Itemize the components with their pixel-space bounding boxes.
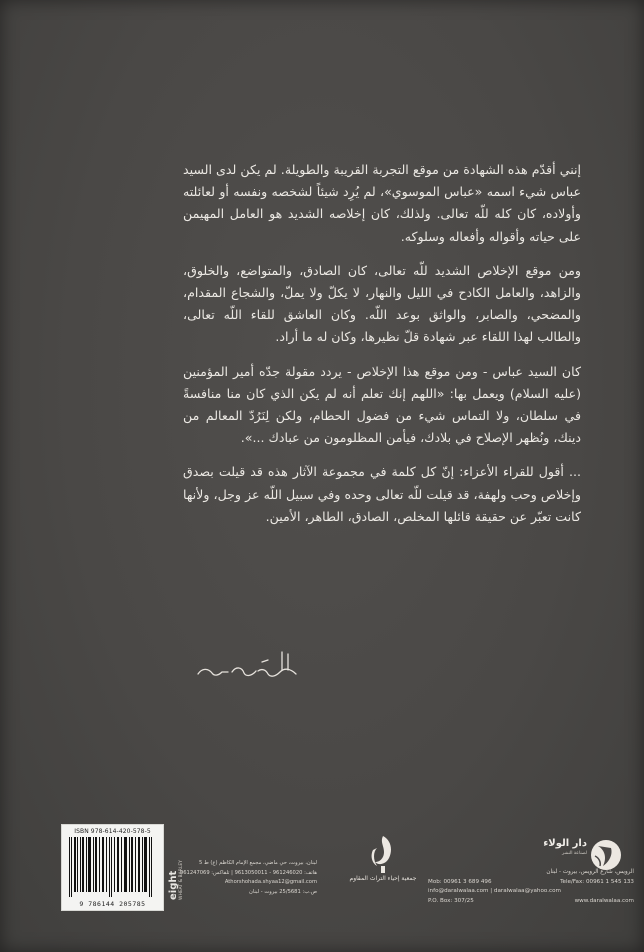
publisher-contact [428,868,634,906]
testimony-text [183,159,581,528]
signature [192,648,302,688]
isbn-barcode [61,824,164,911]
imprint-subtitle: WHEAT & BARLEY [179,860,184,900]
publisher-name: دار الولاء [543,838,587,849]
publisher-mobile: Mob: 00961 3 689 496 [428,878,492,885]
paragraph-3: كان السيد عباس - ومن موقع هذا الإخلاص - يردد مقولة جدّه أمير المؤمنين (عليه السلام) ويعمل بها: «اللهم إنك تعلم أنه لم يكن الذي كان منا منافسةً في سلطان، ولا التماس شيء من فضول الحطام، ولكن لِنَرُدّ المعالم من دينك، ونُظهر الإصلاح في بلادك، فيأمن المظلومون من عبادك ...». [183,363,581,446]
paragraph-2: ومن موقع الإخلاص الشديد للّه تعالى، كان الصادق، والمتواضع، والخلوق، والزاهد، والعامل الكادح في الليل والنهار، لا يكلّ ولا يملّ، والشجاع المقدام، والمضحي، والصابر، والواثق بوعد اللّه. وكان العاشق للقاء اللّه تعالى، والطالب لهذا اللقاء عبر شهادة قلّ نظيرها، وكان له ما أراد. [183,262,581,345]
publisher-email: info@daralwalaa.com | daralwalaa@yahoo.com [428,888,561,894]
isbn-label: ISBN 978-614-420-578-5 [74,828,151,835]
publisher-website: www.daralwalaa.com [574,897,634,904]
publisher-pobox: P.O. Box: 307/25 [428,897,474,904]
association-line: هاتف: 961246020 - 9613050011 | تلفاكس: 961247069 [179,869,317,876]
publisher-logo-icon [589,838,623,872]
association-name: جمعية إحياء التراث المقاوم [349,875,417,882]
publisher-subtitle: لصناعة النشر [561,851,587,856]
paragraph-1: إنني أقدّم هذه الشهادة من موقع التجربة القريبة والطويلة. لم يكن لدى السيد عباس شيء اسمه «عباس الموسوي»، لم يُرِد شيئاً لشخصه ونفسه أو لعائلته وأولاده، كان كله للّه تعالى. ولذلك، كان إخلاصه الشديد هو العامل المهيمن على حياته وأقواله وأفعاله وسلوكه. [183,162,581,244]
paragraph-4: ... أقول للقراء الأعزاء: إنّ كل كلمة في مجموعة الآثار هذه قد قيلت بصدق وإخلاص وحب ولهفة، قد قيلت للّه تعالى وحده وفي سبيل اللّه عز وجل، ولأنها كانت تعبّر عن حقيقة قائلها المخلص، الصادق، الطاهر، الأمين. [183,464,581,524]
barcode-icon [67,837,158,897]
association-line: لبنان، بيروت، حي ماضي، مجمع الإمام الكاظم (ع) ط 5 [198,860,317,866]
publisher-telfax: Tele/Fax: 00961 1 545 133 [560,878,634,885]
publisher-address: الرويس، شارع الرويس، بيروت - لبنان [546,869,634,875]
association-logo-icon [363,832,403,876]
imprint-name: eight [168,870,179,900]
imprint-mark [164,826,186,908]
association-line: Athorshohada.shyaa12@gmail.com [224,879,317,885]
association-line: ص.ب: 25/5681 بيروت - لبنان [249,888,317,895]
isbn-digits: 9 786144 205785 [79,900,146,908]
